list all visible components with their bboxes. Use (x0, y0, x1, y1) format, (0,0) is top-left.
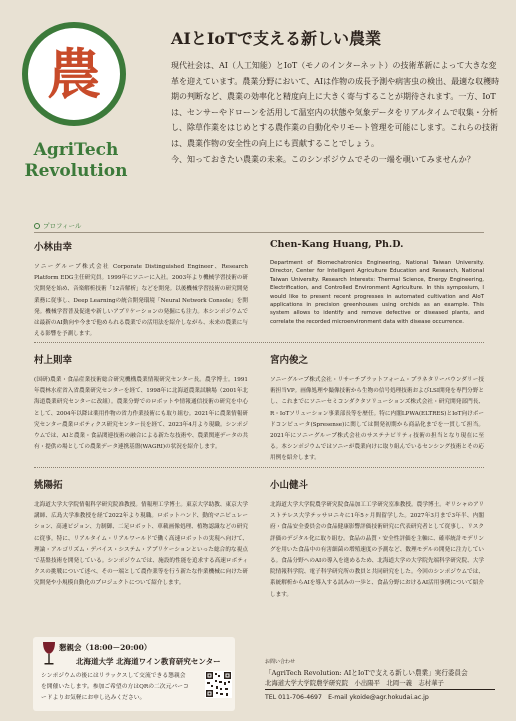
qr-code[interactable] (205, 671, 232, 698)
contact-block (265, 658, 495, 703)
divider (34, 467, 484, 468)
banquet-title: 懇親会（18:00－20:00） (59, 643, 152, 652)
profile-label: プロフィール (43, 222, 82, 230)
brand-line-2: Revolution (24, 161, 128, 181)
banquet-note: シンポジウムの後にはリラックスして交流できる懇親会を開催いたします。参加ご希望の方はQRの二次元バーコードよりお気軽にお申し込みください。 (41, 673, 189, 701)
divider (265, 689, 495, 690)
contact-label: お問い合わせ (265, 659, 296, 665)
speaker-card (34, 352, 248, 453)
contact-members: 北海道大学大学院農学研究院 小出陽平 北岡一義 志村華子 (265, 679, 444, 687)
speaker-bio: 北海道大学大学院農学研究院食品加工工学研究室准教授。農学博士。ギリシャのアリストテレス大学テッサロニキに1年5ヶ月間留学した。2027年3月まで3年半、内閣府・食品安全委員会の食品健康影響評価技術研究に代表研究者として従事し、リスク評価のデジタル化に取り組む。食品の品質・安全性評価を主軸に、確率統計モデリングを用いた食品中の有害細菌の増殖速度の予測など、数理モデルの開発に注力している。食品分野へのAIの導入を進めるため、北海道大学の大学院先端科学研究院、大学院情報科学院、電子科学研究所の教員と共同研究をした。今回のシンポジウムでは、系統解析からAIを導入する試みの一歩と、食品分野におけるAI活用事例について紹介します。 (270, 502, 484, 598)
circle-icon (34, 223, 40, 229)
wine-glass-icon (41, 641, 57, 667)
banquet-venue: 北海道大学 北海道ワイン教育研究センター (76, 657, 221, 666)
intro-paragraph: 現代社会は、AI（人工知能）とIoT（モノのインターネット）の技術革新によって大きな変革を迎えています。農業分野において、AIは作物の成長予測や病害虫の検出、最適な収穫時期の判断など、農業の効率化と精度向上に大きく寄与することが期待されます。一方、IoTは、センサーやドローンを活用して温室内の状態や気象データをリアルタイムで収集・分析し、除草作業をはじめとする農作業の自動化やリモート管理を可能にします。これらの技術は、農業作物の安全性の向上にも貢献することでしょう。 (171, 61, 500, 148)
contact-organizer: 「AgriTech Revolution: AIとIoTで支える新しい農業」実行委員会 (265, 669, 468, 677)
speaker-name: 小山健斗 (270, 480, 309, 491)
speaker-card (34, 239, 248, 340)
speaker-name: 宮内俊之 (270, 355, 309, 366)
speaker-name: 姚陽拓 (34, 480, 63, 491)
speaker-bio: ソニーグループ株式会社・リサーチプラットフォーム・プラネタリーバウンダリー技術担当VP。画像処理や撮像技術から生物の信号処理技術およびLSI開発を専門分野とし、これまでにソニーセミコンダクタソリューションズ株式会社・研究開発部門長、R・IoTソリューション事業部長等を歴任。特に内閣LPWA(ELTRES)とIoT向けボードコンピュータ(Spresense)に関しては開発初期から商品化までを一貫して担当。2021年にソニーグループ株式会社のサステナビリティ技術の担当となり現在に至る。本シンポジウムではソニーが農業向けに取り組んでいるセンシング技術とその応用例を紹介します。 (270, 377, 484, 462)
speaker-bio: 北海道大学大学院情報科学研究院准教授。情報理工学博士。東京大学助教、東京大学講師、広島大学准教授を経て2022年より現職。ロボットハンド、動的マニピュレーション、高速ビジョン、力制御、二足ロボット、車載画像処理、植物認識などの研究に従事。特に、リアルタイム・リアルワールドで働く高速ロボットの実現へ向けて、理論・アルゴリズム・デバイス・システム・アプリケーションといった総合的な視点で基盤技術を開発している。シンポジウムでは、施設的性能を追求する高速ロボティクスの挑戦について述べ、その一端として農作業等を行う新たな作業機械に向けた研究開発や小規模自動化のプロジェクトについて紹介します。 (34, 502, 248, 587)
logo-kanji: 農 (47, 42, 101, 106)
banquet-box (33, 637, 235, 711)
speaker-bio: (国研)農業・食品産業技術総合研究機構農業情報研究センター長。農学博士。1991年農林水産省入省農業研究センターを経て、1998年に北海道農業試験場（2001年北海道農業研究センターに改組）。農業分野でのロボットや情報通信技術の研究を中心として、2004年以降は薬用作物の省力作業技術にも取り組む。2021年に農業情報研究センター農業ロボティクス研究センター長を経て、2023年4月より現職。シンポジウムでは、AIと農業・食品関連技術の融合による新たな技術や、農業関連データの共有・提供の場としての農業データ連携基盤(WAGRI)の状況を紹介します。 (34, 377, 248, 451)
speaker-name: Chen-Kang Huang, Ph.D. (270, 239, 404, 250)
speaker-card (270, 477, 484, 601)
page-title: AIとIoTで支える新しい農業 (171, 29, 381, 48)
speaker-card (34, 477, 248, 590)
speaker-name: 小林由幸 (34, 242, 73, 253)
speaker-bio: ソニーグループ株式会社 Corporate Distinguished Engineer、Research Platform EDG主任研究員。1999年にソニーに入社。2003年より機械学習技術の研究開発を始め、音楽解析技術「12音解析」などを開発。以後機械学習技術の研究開発業務に従事し、Deep Learningの統合開発環境「Neural Network Console」を開発。機械学習普及促進や新しいアプリケーションの発掘にも注力。本シンポジウムでは最新のAI動向や今まで他められる農業での活用法を紹介しながら、未来の農業に与える影響を予測します。 (34, 264, 248, 338)
logo (22, 22, 140, 222)
speaker-card (270, 239, 484, 326)
contact-tel-email[interactable]: TEL 011-706-4697 E-mail ykoide@agr.hokudai.ac.jp (265, 694, 429, 701)
logo-emblem (22, 22, 126, 126)
divider (34, 342, 484, 343)
intro-text (171, 58, 501, 167)
profile-heading (34, 221, 81, 230)
divider (34, 232, 484, 233)
speaker-name: 村上則幸 (34, 355, 73, 366)
speaker-bio: Department of Biomechatronics Engineering, National Taiwan University. Director, Center for Intelligent Agriculture Education and Research, National Taiwan University. Research Interests: Thermal Science, Energy Engineering, Electrification, and Controlled Environment Agriculture. In this symposium, I would like to present recent progresses in automated cultivation and AIoT applications in precision greenhouses using orchids as an example. This system allows to identify and remove defective or diseased plants, and correlate the recorded microenvironment data with disease occurrence. (270, 260, 484, 325)
logo-brand (16, 140, 136, 182)
brand-line-1: AgriTech (33, 140, 119, 160)
speaker-card (270, 352, 484, 465)
intro-closing: 今、知っておきたい農業の未来。このシンポジウムでその一端を覗いてみませんか？ (171, 154, 475, 164)
